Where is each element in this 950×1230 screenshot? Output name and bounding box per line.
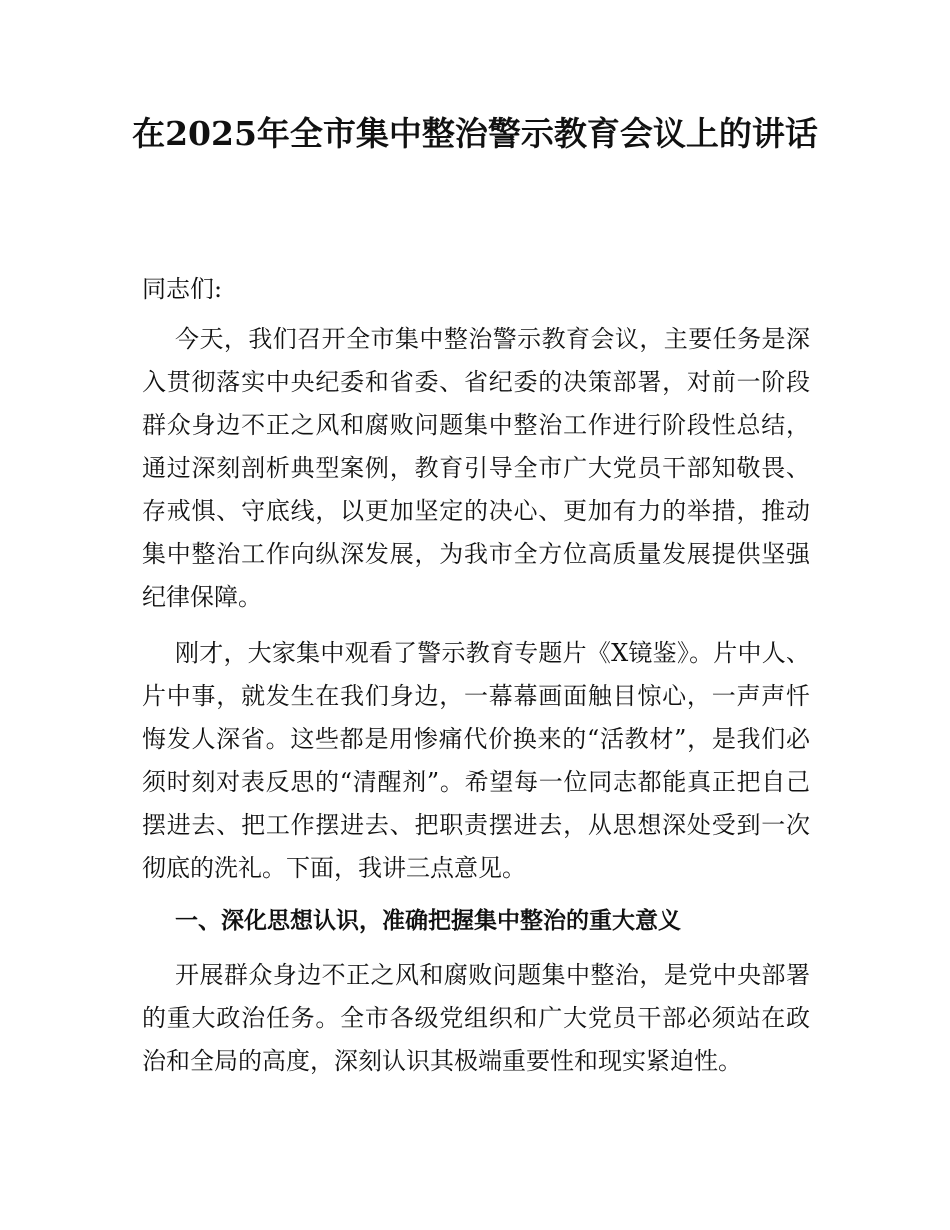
document-title: 在2025年全市集中整治警示教育会议上的讲话: [132, 114, 818, 153]
section-1-paragraph: 开展群众身边不正之风和腐败问题集中整治，是党中央部署的重大政治任务。全市各级党组织和广大党员干部必须站在政治和全局的高度，深刻认识其极端重要性和现实紧迫性。: [142, 961, 810, 1075]
paragraph-opening: 今天，我们召开全市集中整治警示教育会议，主要任务是深入贯彻落实中央纪委和省委、省纪委的决策部署，对前一阶段群众身边不正之风和腐败问题集中整治工作进行阶段性总结，通过深刻剖析典型案例，教育引导全市广大党员干部知敬畏、存戒惧、守底线，以更加坚定的决心、更加有力的举措，推动集中整治工作向纵深发展，为我市全方位高质量发展提供坚强纪律保障。: [142, 325, 810, 611]
section-heading-1: 一、深化思想认识，准确把握集中整治的重大意义: [175, 908, 681, 934]
salutation: 同志们:: [142, 275, 223, 303]
paragraph-warning-film: 刚才，大家集中观看了警示教育专题片《X镜鉴》。片中人、片中事，就发生在我们身边，一幕幕画面触目惊心，一声声忏悔发人深省。这些都是用惨痛代价换来的“活教材”，是我们必须时刻对表反思的“清醒剂”。希望每一位同志都能真正把自己摆进去、把工作摆进去、把职责摆进去，从思想深处受到一次彻底的洗礼。下面，我讲三点意见。: [142, 639, 810, 882]
